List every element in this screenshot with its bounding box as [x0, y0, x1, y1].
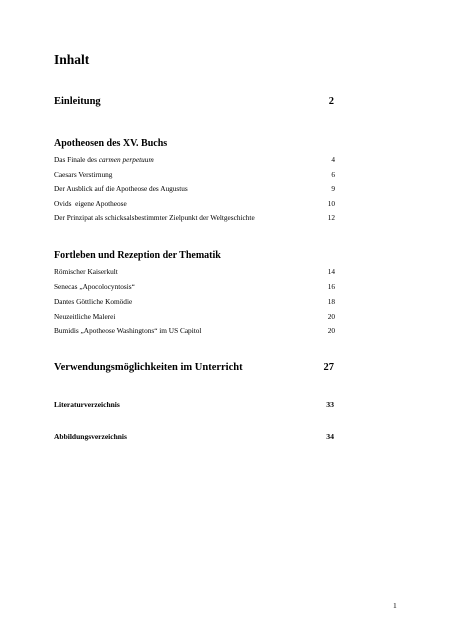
toc-subentry-label: Römischer Kaiserkult	[54, 267, 118, 276]
toc-subentry-page: 9	[331, 184, 335, 193]
toc-subentry-label: Neuzeitliche Malerei	[54, 312, 116, 321]
toc-entry-page: 33	[326, 400, 334, 409]
section-title-apotheosen: Apotheosen des XV. Buchs	[54, 138, 168, 149]
toc-subentry-page: 14	[327, 267, 335, 276]
toc-subentry-page: 20	[327, 326, 335, 335]
toc-subentry	[54, 213, 335, 222]
toc-subentry-page: 12	[327, 213, 335, 222]
toc-subentry-label: Dantes Göttliche Komödie	[54, 297, 133, 306]
toc-subentry	[54, 312, 335, 321]
toc-subentry	[54, 267, 335, 276]
section-title-fortleben: Fortleben und Rezeption der Thematik	[54, 250, 221, 261]
toc-entry-label: Verwendungsmöglichkeiten im Unterricht	[54, 362, 243, 373]
toc-entry-abbildungen	[54, 432, 334, 441]
toc-entry-page: 27	[323, 362, 334, 373]
toc-entry-einleitung	[54, 96, 334, 107]
toc-subentry-page: 4	[331, 155, 335, 164]
toc-subentry-page: 18	[327, 297, 335, 306]
toc-subentry-label: Der Ausblick auf die Apotheose des Augustus	[54, 184, 188, 193]
toc-subentry	[54, 184, 335, 193]
page-title: Inhalt	[54, 52, 90, 67]
toc-subentry-page: 20	[327, 312, 335, 321]
toc-subentry-label: Der Prinzipat als schicksalsbestimmter Zielpunkt der Weltgeschichte	[54, 213, 255, 222]
toc-subentry-label: Ovids eigene Apotheose	[54, 199, 127, 208]
toc-subentry	[54, 170, 335, 179]
toc-subentry	[54, 297, 335, 306]
toc-entry-unterricht	[54, 362, 334, 373]
toc-entry-label: Abbildungsverzeichnis	[54, 432, 127, 441]
toc-subentry-label: Das Finale des carmen perpetuum	[54, 155, 154, 164]
toc-subentry-label: Bumidis „Apotheose Washingtons“ im US Capitol	[54, 326, 202, 335]
toc-entry-literatur	[54, 400, 334, 409]
toc-entry-page: 2	[328, 96, 334, 107]
toc-subentry-page: 10	[327, 199, 335, 208]
toc-subentry	[54, 155, 335, 164]
toc-subentry	[54, 282, 335, 291]
toc-subentry-label: Senecas „Apocolocyntosis“	[54, 282, 135, 291]
toc-subentry-label: Caesars Verstirnung	[54, 170, 113, 179]
toc-subentry-page: 6	[331, 170, 335, 179]
page-number: 1	[393, 601, 397, 610]
toc-entry-label: Literaturverzeichnis	[54, 400, 120, 409]
toc-subentry	[54, 326, 335, 335]
toc-subentry-page: 16	[327, 282, 335, 291]
toc-entry-page: 34	[326, 432, 334, 441]
toc-subentry	[54, 199, 335, 208]
toc-entry-label: Einleitung	[54, 96, 101, 107]
